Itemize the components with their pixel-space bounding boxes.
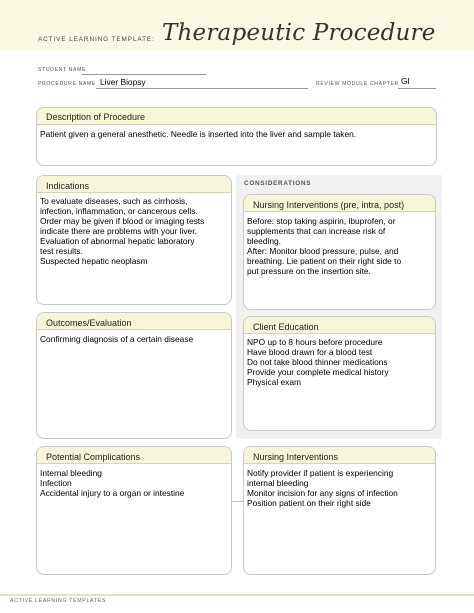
indications-card: [36, 175, 232, 305]
client-education-text[interactable]: NPO up to 8 hours before procedure Have blood drawn for a blood test Do not take blood thinner medications Provide your complete medical history Physical exam: [247, 337, 389, 387]
connector-line: [231, 501, 243, 502]
considerations-label: CONSIDERATIONS: [244, 180, 312, 187]
nursing-pre-card: [243, 194, 436, 310]
review-chapter-label: REVIEW MODULE CHAPTER: [316, 81, 399, 87]
indications-text[interactable]: To evaluate diseases, such as cirrhosis, infection, inflammation, or cancerous cells. Order may be given if blood or imaging tests indicate there are problems with your liver. Evaluation of abnormal hepatic laboratory test results. Suspected hepatic neoplasm: [40, 196, 205, 266]
procedure-name-underline: [96, 88, 308, 89]
nursing-card: [243, 446, 436, 575]
description-card: [36, 107, 437, 166]
description-title: Description of Procedure: [46, 112, 146, 122]
outcomes-text[interactable]: Confirming diagnosis of a certain disease: [40, 334, 194, 344]
page-title: Therapeutic Procedure: [162, 20, 436, 46]
nursing-title: Nursing Interventions: [253, 452, 339, 462]
nursing-text[interactable]: Notify provider if patient is experiencing internal bleeding Monitor incision for any signs of infection Position patient on their right side: [247, 468, 398, 508]
complications-card: [36, 446, 232, 575]
review-chapter-underline: [398, 88, 436, 89]
description-text[interactable]: Patient given a general anesthetic. Needle is inserted into the liver and sample taken.: [40, 129, 357, 139]
client-education-card: [243, 316, 436, 431]
footer-divider: [0, 594, 474, 596]
client-education-title: Client Education: [253, 322, 319, 332]
indications-title: Indications: [46, 181, 90, 191]
outcomes-title: Outcomes/Evaluation: [46, 318, 132, 328]
student-name-label: STUDENT NAME: [38, 67, 87, 73]
footer-label: ACTIVE LEARNING TEMPLATES: [10, 598, 107, 604]
review-chapter-field[interactable]: GI: [401, 76, 410, 86]
student-name-underline: [82, 74, 206, 75]
nursing-pre-title: Nursing Interventions (pre, intra, post): [253, 200, 405, 210]
complications-title: Potential Complications: [46, 452, 141, 462]
outcomes-card: [36, 312, 232, 439]
procedure-name-label: PROCEDURE NAME: [38, 81, 96, 87]
procedure-name-field[interactable]: Liver Biopsy: [100, 77, 146, 87]
nursing-pre-text[interactable]: Before: stop taking aspirin, ibuprofen, or supplements that can increase risk of bleeding. After: Monitor blood pressure, pulse, and breathing. Lie patient on their right side to put pressure on the insertion site.: [247, 216, 402, 276]
complications-text[interactable]: Internal bleeding Infection Accidental injury to a organ or intestine: [40, 468, 185, 498]
template-label: ACTIVE LEARNING TEMPLATE:: [38, 36, 155, 43]
